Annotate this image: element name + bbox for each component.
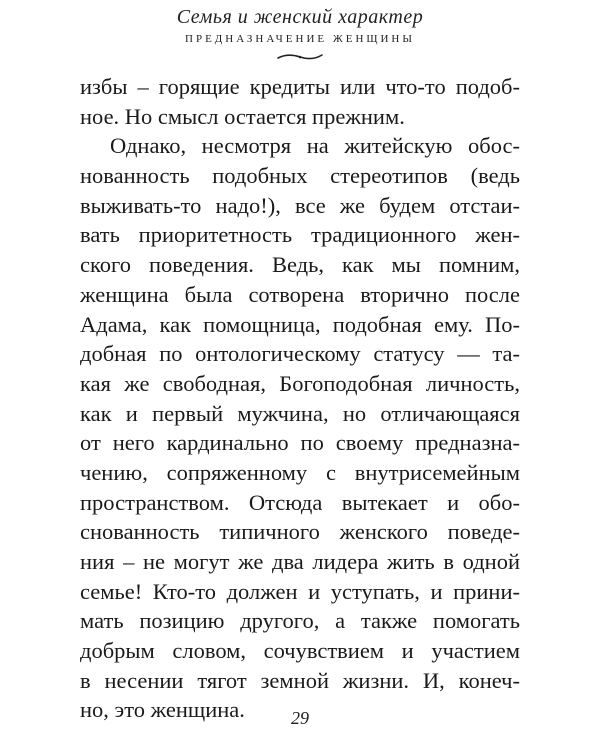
text-line: выживать-то надо!), все же будем отстаи- <box>80 192 520 218</box>
running-header-title: Семья и женский характер <box>176 6 424 28</box>
text-line: Адама, как помощница, подобная ему. По- <box>80 311 520 337</box>
text-line: пространством. Отсюда вытекает и обо- <box>80 489 520 515</box>
text-line: женщина была сотворена вторично после <box>80 281 520 307</box>
text-line: ное. Но смысл остается прежним. <box>80 103 405 129</box>
text-line: как и первый мужчина, но отличающаяся <box>80 400 520 426</box>
text-line: чению, сопряженному с внутрисемейным <box>80 459 520 485</box>
ornament-flourish-icon <box>276 52 324 62</box>
text-line: избы – горящие кредиты или что-то подоб- <box>80 74 520 99</box>
text-line: в несении тягот земной жизни. И, конеч- <box>80 667 520 693</box>
text-line: от него кардинально по своему предназна- <box>80 430 520 456</box>
text-line: вать приоритетность традиционного жен- <box>80 222 520 248</box>
text-line: мать позицию другого, а также помогать <box>80 608 520 634</box>
text-line: но, это женщина. <box>80 697 245 723</box>
text-line: семье! Кто-то должен и уступать, и прини- <box>80 578 520 604</box>
text-line: снованность типичного женского поведе- <box>80 519 520 545</box>
text-line: ния – не могут же два лидера жить в одной <box>80 549 520 574</box>
page-number: 29 <box>291 708 309 728</box>
text-line: добрым словом, сочувствием и участием <box>80 638 520 664</box>
text-line: добная по онтологическому статусу — та- <box>80 341 520 367</box>
text-line: нованность подобных стереотипов (ведь <box>80 163 520 189</box>
running-header-subtitle: ПРЕДНАЗНАЧЕНИЕ ЖЕНЩИНЫ <box>185 33 415 45</box>
body-text <box>80 72 520 725</box>
text-line: кая же свободная, Богоподобная личность, <box>80 370 520 396</box>
text-line: Однако, несмотря на житейскую обос- <box>110 133 520 159</box>
text-line: ского поведения. Ведь, как мы помним, <box>80 252 520 278</box>
